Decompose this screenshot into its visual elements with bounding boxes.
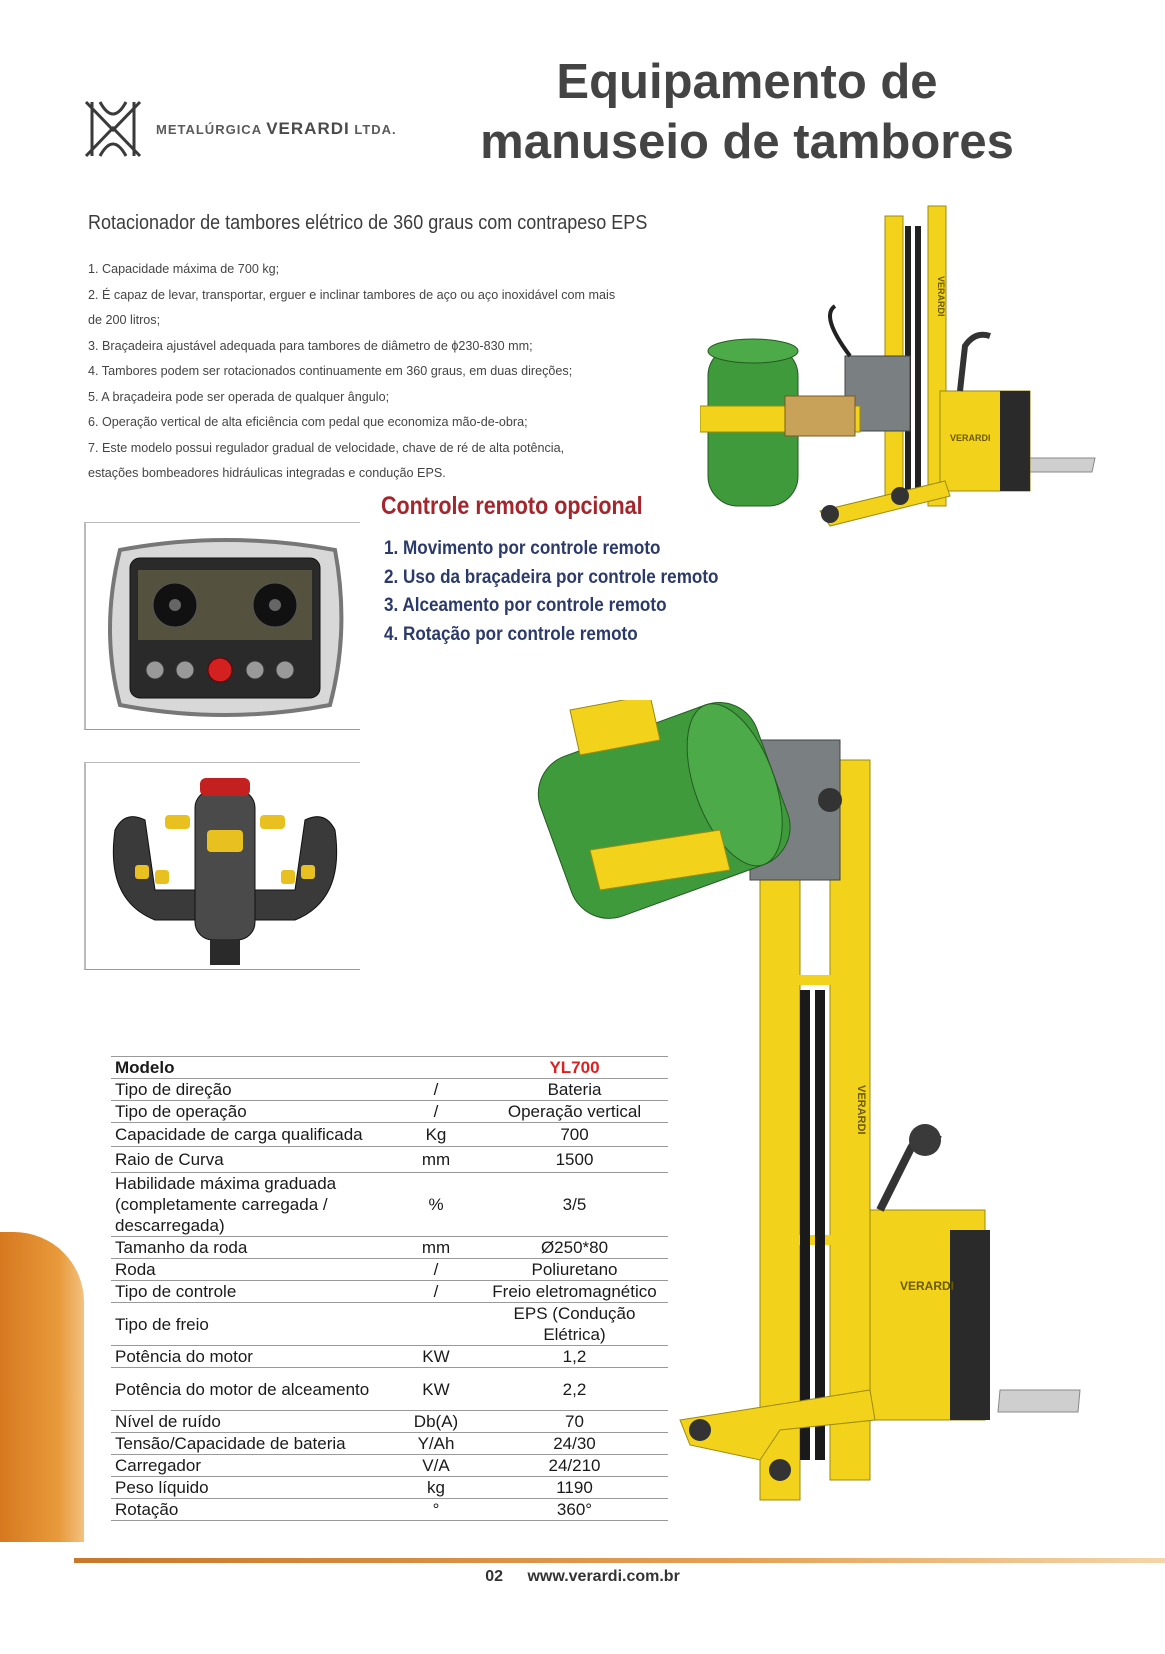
product-subtitle: Rotacionador de tambores elétrico de 360 graus com contrapeso EPS <box>88 212 648 234</box>
row-value: Freio eletromagnético <box>481 1281 668 1303</box>
row-value: EPS (Condução Elétrica) <box>481 1303 668 1346</box>
table-row <box>111 1499 668 1521</box>
remote-feature-list <box>384 535 756 649</box>
table-row <box>111 1173 668 1237</box>
company-logo <box>82 96 422 162</box>
row-value: 24/30 <box>481 1433 668 1455</box>
row-label: Tipo de direção <box>111 1079 391 1101</box>
remote-section-title: Controle remoto opcional <box>381 492 643 520</box>
row-value: 3/5 <box>481 1173 668 1237</box>
tiller-handle-photo <box>95 770 355 965</box>
website-link[interactable]: www.verardi.com.br <box>527 1568 680 1585</box>
title-line-1: Equipamento de <box>556 55 938 109</box>
row-unit <box>391 1303 481 1346</box>
title-line-2: manuseio de tambores <box>480 115 1014 169</box>
row-label: Rotação <box>111 1499 391 1521</box>
row-unit: Kg <box>391 1123 481 1147</box>
page-footer <box>0 1568 1165 1586</box>
row-value: Poliuretano <box>481 1259 668 1281</box>
row-unit: Db(A) <box>391 1411 481 1433</box>
remote-item: 1. Movimento por controle remoto <box>384 538 661 559</box>
row-label: Capacidade de carga qualificada <box>111 1123 391 1147</box>
logo-name: VERARDI <box>266 119 350 138</box>
row-unit: / <box>391 1281 481 1303</box>
row-unit: / <box>391 1079 481 1101</box>
row-label: Potência do motor de alceamento <box>111 1368 391 1411</box>
row-value: 1500 <box>481 1147 668 1173</box>
row-unit: / <box>391 1101 481 1123</box>
table-row <box>111 1147 668 1173</box>
row-label: Potência do motor <box>111 1346 391 1368</box>
feature-list <box>88 257 698 487</box>
row-label: Peso líquido <box>111 1477 391 1499</box>
feature-item: 5. A braçadeira pode ser operada de qualquer ângulo; <box>88 389 390 404</box>
row-value: 360° <box>481 1499 668 1521</box>
row-unit: Y/Ah <box>391 1433 481 1455</box>
row-value: Operação vertical <box>481 1101 668 1123</box>
row-label: Roda <box>111 1259 391 1281</box>
row-unit: % <box>391 1173 481 1237</box>
row-label: Carregador <box>111 1455 391 1477</box>
feature-item: 2. É capaz de levar, transportar, erguer e inclinar tambores de aço ou aço inoxidável com mais <box>88 287 616 302</box>
row-unit: / <box>391 1259 481 1281</box>
table-row <box>111 1477 668 1499</box>
feature-item: de 200 litros; <box>88 313 161 327</box>
logo-suffix: LTDA. <box>349 122 397 137</box>
table-row <box>111 1303 668 1346</box>
main-body-label: VERARDI <box>900 1279 955 1293</box>
main-mast-label: VERARDI <box>855 1085 867 1135</box>
row-label: Tamanho da roda <box>111 1237 391 1259</box>
feature-item: 7. Este modelo possui regulador gradual de velocidade, chave de ré de alta potência, <box>88 440 565 455</box>
row-label: Habilidade máxima graduada (completamente carregada / descarregada) <box>111 1173 391 1237</box>
table-row <box>111 1368 668 1411</box>
row-unit: kg <box>391 1477 481 1499</box>
remote-item: 4. Rotação por controle remoto <box>384 623 638 645</box>
row-value: 2,2 <box>481 1368 668 1411</box>
remote-item: 2. Uso da braçadeira por controle remoto <box>384 566 719 588</box>
remote-item: 3. Alceamento por controle remoto <box>384 595 667 616</box>
table-row <box>111 1237 668 1259</box>
table-row <box>111 1433 668 1455</box>
table-row <box>111 1281 668 1303</box>
row-label: Tensão/Capacidade de bateria <box>111 1433 391 1455</box>
row-value: Ø250*80 <box>481 1237 668 1259</box>
table-row <box>111 1411 668 1433</box>
row-value: 1190 <box>481 1477 668 1499</box>
row-unit: ° <box>391 1499 481 1521</box>
row-value: 70 <box>481 1411 668 1433</box>
row-unit: KW <box>391 1368 481 1411</box>
row-value: Bateria <box>481 1079 668 1101</box>
drum-rotator-photo-top <box>700 196 1100 561</box>
row-label: Tipo de freio <box>111 1303 391 1346</box>
verardi-logo-icon <box>82 96 144 162</box>
table-row <box>111 1101 668 1123</box>
logo-prefix: METALÚRGICA <box>156 122 267 137</box>
row-unit: V/A <box>391 1455 481 1477</box>
table-row <box>111 1259 668 1281</box>
page-number: 02 <box>485 1568 503 1585</box>
mast-label: VERARDI <box>936 276 946 317</box>
footer-divider <box>74 1558 1165 1563</box>
table-row <box>111 1079 668 1101</box>
table-header-row <box>111 1057 668 1079</box>
feature-item: 4. Tambores podem ser rotacionados continuamente em 360 graus, em duas direções; <box>88 364 573 378</box>
table-row <box>111 1346 668 1368</box>
row-label: Nível de ruído <box>111 1411 391 1433</box>
row-value: 1,2 <box>481 1346 668 1368</box>
row-unit: mm <box>391 1237 481 1259</box>
logo-text <box>156 119 397 139</box>
header-label: Modelo <box>111 1057 391 1079</box>
feature-item: 3. Braçadeira ajustável adequada para tambores de diâmetro de ϕ230-830 mm; <box>88 338 533 353</box>
page-title <box>437 52 1057 172</box>
body-label: VERARDI <box>950 433 991 443</box>
remote-control-photo <box>100 530 350 725</box>
header-model-value: YL700 <box>481 1057 668 1079</box>
row-value: 700 <box>481 1123 668 1147</box>
row-label: Raio de Curva <box>111 1147 391 1173</box>
feature-item: 6. Operação vertical de alta eficiência com pedal que economiza mão-de-obra; <box>88 415 528 429</box>
row-unit: KW <box>391 1346 481 1368</box>
row-unit: mm <box>391 1147 481 1173</box>
row-label: Tipo de controle <box>111 1281 391 1303</box>
table-row <box>111 1123 668 1147</box>
spec-table <box>111 1056 668 1521</box>
row-label: Tipo de operação <box>111 1101 391 1123</box>
feature-item: estações bombeadores hidráulicas integradas e condução EPS. <box>88 466 446 480</box>
table-row <box>111 1455 668 1477</box>
header-unit <box>391 1057 481 1079</box>
row-value: 24/210 <box>481 1455 668 1477</box>
feature-item: 1. Capacidade máxima de 700 kg; <box>88 262 280 276</box>
orange-side-tab <box>0 1232 84 1542</box>
